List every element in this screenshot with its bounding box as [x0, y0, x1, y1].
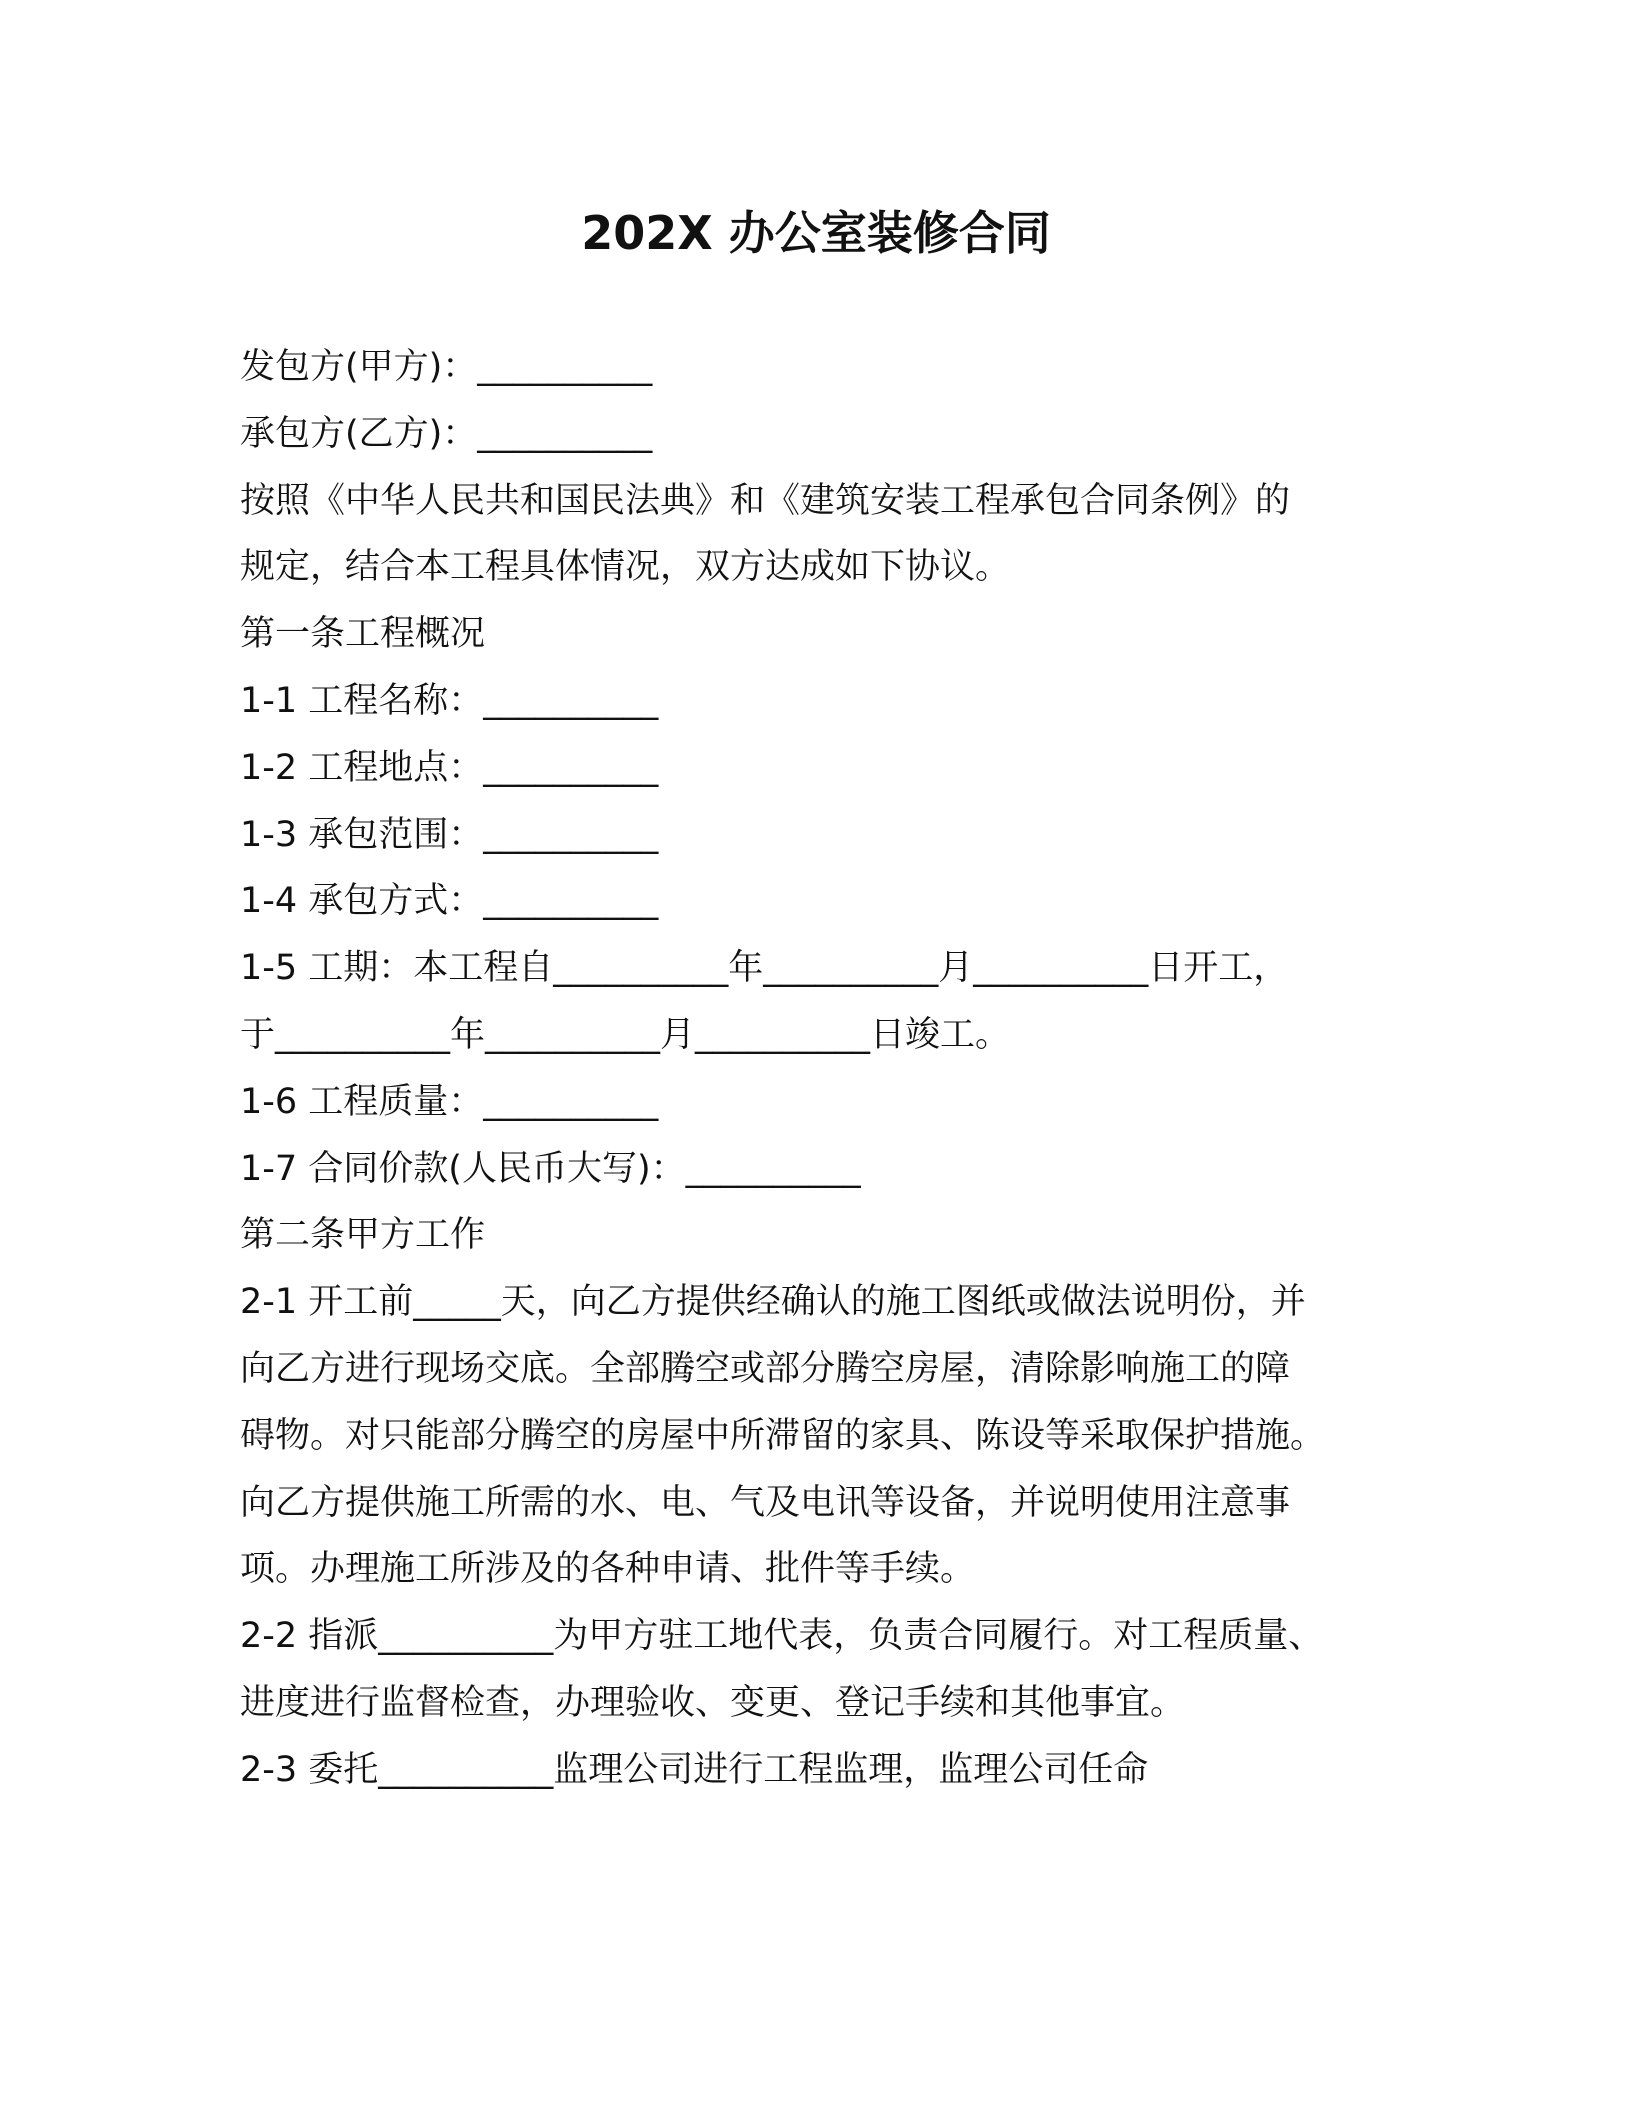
document-body [240, 334, 1390, 1804]
text-line: 第二条甲方工作 [240, 1215, 486, 1256]
text-line: 于__________年__________月__________日竣工。 [240, 1014, 1011, 1055]
text-line: 2-3 委托__________监理公司进行工程监理，监理公司任命 [240, 1749, 1149, 1790]
text-line: 1-2 工程地点：__________ [240, 747, 659, 788]
text-line: 1-3 承包范围：__________ [240, 814, 659, 855]
text-line: 1-7 合同价款(人民币大写)：__________ [240, 1148, 861, 1189]
text-line: 发包方(甲方)：__________ [240, 347, 653, 387]
document-title: 202X 办公室装修合同 [581, 206, 1051, 260]
text-line: 1-1 工程名称：__________ [240, 680, 659, 721]
text-line: 碍物。对只能部分腾空的房屋中所滞留的家具、陈设等采取保护措施。 [240, 1415, 1326, 1456]
text-line: 承包方(乙方)：__________ [240, 413, 653, 454]
text-line: 1-6 工程质量：__________ [240, 1081, 659, 1122]
text-line: 按照《中华人民共和国民法典》和《建筑安装工程承包合同条例》的 [240, 480, 1291, 521]
text-line: 2-1 开工前_____天，向乙方提供经确认的施工图纸或做法说明份，并 [240, 1282, 1306, 1323]
text-line: 1-5 工期：本工程自__________年__________月__________日开工， [240, 948, 1289, 989]
text-line: 第一条工程概况 [240, 614, 486, 655]
text-line: 向乙方进行现场交底。全部腾空或部分腾空房屋，清除影响施工的障 [240, 1348, 1291, 1389]
text-line: 2-2 指派__________为甲方驻工地代表，负责合同履行。对工程质量、 [240, 1616, 1324, 1657]
text-line: 向乙方提供施工所需的水、电、气及电讯等设备，并说明使用注意事 [240, 1482, 1291, 1523]
text-line: 1-4 承包方式：__________ [240, 881, 659, 922]
text-line: 进度进行监督检查，办理验收、变更、登记手续和其他事宜。 [240, 1682, 1186, 1723]
text-line: 规定，结合本工程具体情况，双方达成如下协议。 [240, 547, 1011, 588]
text-line: 项。办理施工所涉及的各种申请、批件等手续。 [240, 1549, 976, 1590]
